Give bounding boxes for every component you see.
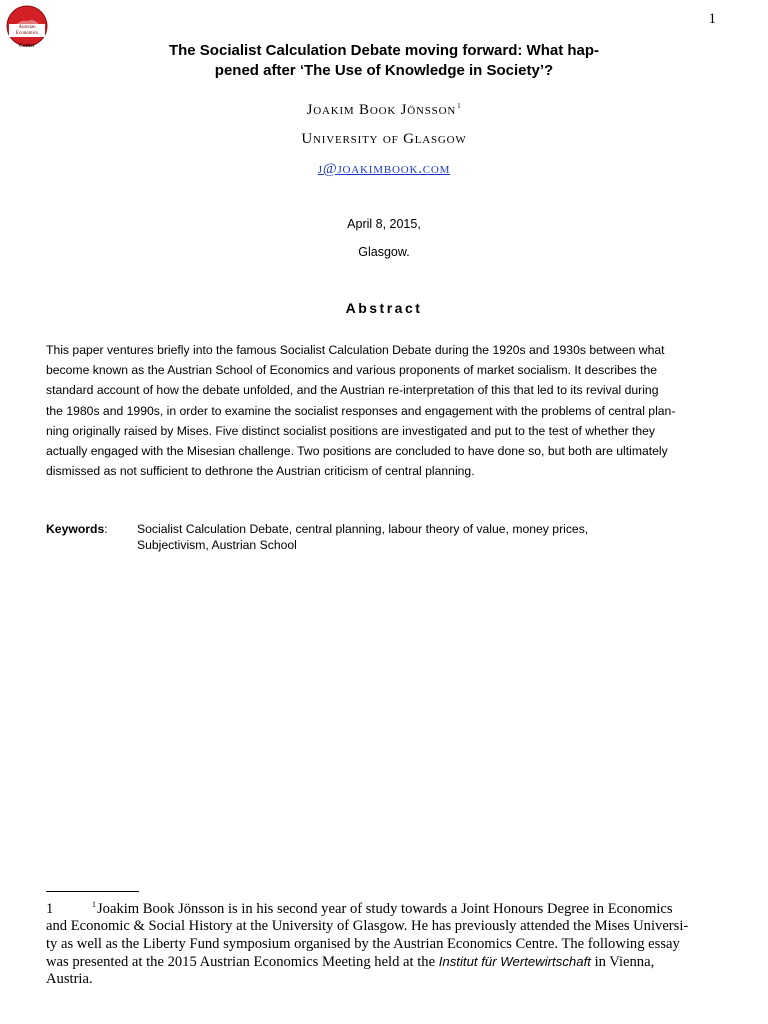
- footnote-text-1: Joakim Book Jönsson is in his second year of study towards a Joint Honours Degree in Economics: [97, 900, 673, 917]
- paper-title: [140, 41, 628, 81]
- author-footnote-marker[interactable]: 1: [457, 102, 462, 110]
- austrian-economics-center-logo: [6, 5, 48, 55]
- paper-title-line2: pened after ‘The Use of Knowledge in Society’?: [214, 62, 554, 79]
- footnote-separator: [46, 891, 139, 892]
- footnote-institute-name: Institut für Wertewirtschaft: [438, 954, 591, 970]
- abstract-line: dismissed as not sufficient to dethrone the Austrian criticism of central planning.: [46, 464, 475, 479]
- keywords-label-text: Keywords: [46, 522, 105, 536]
- author-affiliation: University of Glasgow: [301, 131, 467, 147]
- abstract-heading: Abstract: [345, 300, 423, 316]
- author-name-text: Joakim Book Jönsson: [306, 102, 457, 118]
- logo-text-line1: Austrian: [18, 25, 36, 30]
- footnote-text-3: ty as well as the Liberty Fund symposium organised by the Austrian Economics Centre. The following essay: [46, 935, 680, 952]
- author-email: [0, 161, 768, 178]
- abstract-body: [46, 340, 722, 481]
- footnote-text-2: and Economic & Social History at the University of Glasgow. He has previously attended the Mises Universi-: [46, 918, 689, 935]
- abstract-line: actually engaged with the Misesian challenge. Two positions are concluded to have done so, but both are ultimately: [46, 444, 668, 459]
- paper-place: Glasgow.: [358, 245, 410, 259]
- footnote-text-4a: was presented at the 2015 Austrian Economics Meeting held at the: [46, 954, 439, 971]
- logo-text-line3: Center: [19, 43, 35, 49]
- abstract-line: the 1980s and 1990s, in order to examine the socialist responses and engagement with the problems of central plan-: [46, 403, 676, 418]
- footnote-text-5: Austria.: [46, 971, 93, 988]
- abstract-line: standard account of how the debate unfolded, and the Austrian re-interpretation of this that led to its revival during: [46, 383, 659, 398]
- footnote-marker: 1: [92, 900, 96, 909]
- keywords-label: [46, 522, 108, 536]
- author-email-link[interactable]: j@joakimbook.com: [317, 161, 451, 177]
- footnote-text-4b: in Vienna,: [590, 954, 655, 971]
- footnote: [46, 896, 726, 989]
- paper-date: April 8, 2015,: [347, 217, 421, 231]
- keywords-label-colon: :: [104, 522, 108, 536]
- abstract-line: This paper ventures briefly into the famous Socialist Calculation Debate during the 1920s and 1930s between what: [46, 343, 665, 357]
- abstract-line: become known as the Austrian School of Economics and various proponents of market socialism. It describes the: [46, 363, 658, 378]
- keywords-list: [137, 522, 727, 553]
- keywords-line: Subjectivism, Austrian School: [137, 537, 297, 552]
- logo-text-line2: Economics: [15, 31, 39, 36]
- abstract-line: ning originally raised by Mises. Five distinct socialist positions are investigated and put to the test of whether they: [46, 423, 656, 438]
- keywords-line: Socialist Calculation Debate, central planning, labour theory of value, money prices,: [137, 522, 589, 536]
- page-number: 1: [708, 11, 716, 27]
- paper-title-line1: The Socialist Calculation Debate moving forward: What hap-: [168, 42, 600, 59]
- footnote-number: 1: [46, 900, 54, 917]
- footnote-line: [46, 953, 726, 971]
- author-name: [0, 102, 768, 119]
- footnote-line: [46, 896, 726, 918]
